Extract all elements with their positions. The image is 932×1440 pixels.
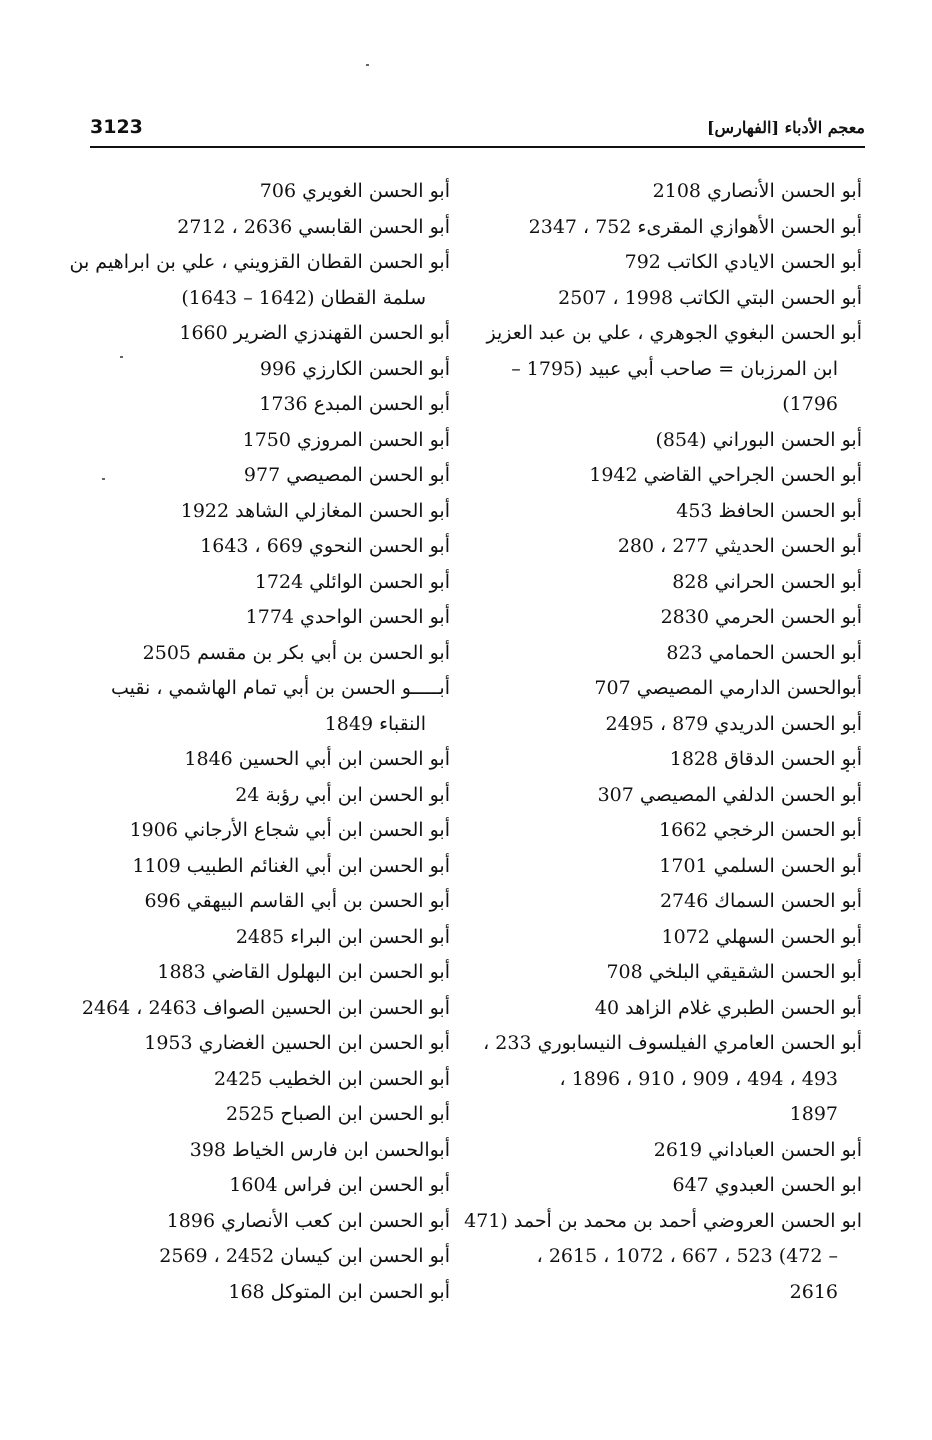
- index-entry-text: أبو الحسن ابن الخطيب 2425: [214, 1067, 450, 1090]
- index-entry: [497, 671, 862, 707]
- index-entry-text: أبو الحسن الأهوازي المقرىء 752 ، 2347: [528, 215, 862, 238]
- index-entry-text: أبو الحسن الرخجي 1662: [658, 819, 862, 841]
- index-entry-text: أبو الحسن المصيصي 977: [243, 464, 450, 486]
- index-entry: [80, 352, 450, 388]
- index-entry-continuation: سلمة القطان (1642 – 1643): [181, 286, 426, 309]
- index-entry: [497, 849, 862, 885]
- index-entry-continuation: النقباء 1849: [324, 712, 426, 735]
- index-entry: [80, 494, 450, 530]
- index-entry-continuation: ابن المرزبان = صاحب أبي عبيد (1795 –: [511, 357, 838, 380]
- index-entry-continuation: – 472) 523 ، 667 ، 1072 ، 2615 ،: [536, 1245, 838, 1267]
- index-entry: [497, 458, 862, 494]
- index-entry-text: أبو الحسن بن أبي بكر بن مقسم 2505: [142, 641, 450, 664]
- index-entry: [497, 529, 862, 565]
- index-entry: [497, 884, 862, 920]
- index-entry-text: أبو الحسن السماك 2746: [659, 890, 862, 912]
- index-entry: [486, 316, 862, 423]
- index-entry-text: أبو الحسن البغوي الجوهري ، علي بن عبد العزيز: [486, 322, 862, 344]
- index-entry-text: أبو الحسن ابن البراء 2485: [235, 925, 450, 948]
- index-entry: [497, 281, 862, 317]
- index-entry-text: أبو الحسن العباداني 2619: [653, 1138, 862, 1161]
- index-entry: [80, 1168, 450, 1204]
- index-entry: [80, 884, 450, 920]
- index-entry: [80, 458, 450, 494]
- index-entry: [80, 1097, 450, 1133]
- index-entry-text: أبو الحسن المغازلي الشاهد 1922: [180, 499, 450, 522]
- index-entry-text: أبو الحسن ابن أبي الحسين 1846: [184, 748, 450, 770]
- index-entry-text: أبو الحسن المروزي 1750: [242, 428, 450, 451]
- index-entry: [497, 955, 862, 991]
- index-entry: [80, 636, 450, 672]
- index-entry-text: أبو الحسن ابن فراس 1604: [229, 1174, 450, 1196]
- index-entry: [497, 245, 862, 281]
- index-entry: [80, 813, 450, 849]
- index-entry: [80, 210, 450, 246]
- index-entry: [80, 1026, 450, 1062]
- page-number: 3123: [90, 116, 143, 138]
- index-entry: [80, 1275, 450, 1311]
- index-entry-text: أبو الحسن الغويري 706: [259, 180, 450, 202]
- index-column-right: [464, 174, 862, 1310]
- index-entry: [80, 529, 450, 565]
- index-entry-text: أبو الحسن الدلفي المصيصي 307: [597, 783, 862, 806]
- index-entry: [497, 494, 862, 530]
- index-entry-text: أبو الحسن الحمامي 823: [666, 641, 862, 664]
- index-entry: [497, 707, 862, 743]
- index-entry-text: أبو الحسن الايادي الكاتب 792: [624, 251, 862, 273]
- index-entry-text: أبو الحسن الدريدي 879 ، 2495: [605, 712, 862, 735]
- index-entry-text: أبوالحسن ابن فارس الخياط 398: [189, 1138, 450, 1161]
- index-entry-text: أبو الحسن ابن الحسين الغضاري 1953: [144, 1032, 450, 1054]
- index-entry-text: أبو الحسن الواحدي 1774: [245, 606, 450, 628]
- index-entry: [483, 1026, 862, 1133]
- index-entry: [497, 991, 862, 1027]
- index-entry-text: أبو الحسن السلمي 1701: [659, 854, 862, 877]
- index-entry-text: أبو الحسن الحرمي 2830: [660, 606, 862, 628]
- index-entry-text: أبو الحسن ابن كعب الأنصاري 1896: [166, 1209, 450, 1232]
- index-entry: [497, 174, 862, 210]
- index-entry-text: أبو الحسن النحوي 669 ، 1643: [200, 535, 450, 557]
- index-entry: [497, 778, 862, 814]
- index-entry-text: أبو الحسن الجراحي القاضي 1942: [589, 464, 862, 486]
- index-entry-text: أبو الحسن ابن الحسين الصواف 2463 ، 2464: [81, 996, 450, 1019]
- index-entry-text: أبو الحسن ابن كيسان 2452 ، 2569: [159, 1245, 450, 1267]
- index-entry-text: ابو الحسن العروضي أحمد بن محمد بن أحمد (471: [464, 1209, 862, 1232]
- index-entry: [497, 920, 862, 956]
- index-entry: [497, 813, 862, 849]
- index-entry: [80, 955, 450, 991]
- index-entry-text: أبو الحسن ابن الصباح 2525: [225, 1103, 450, 1125]
- index-entry-text: أبو الحسن ابن أبي رؤبة 24: [235, 783, 450, 806]
- index-entry: [80, 742, 450, 778]
- index-entry-text: أبو الحسن الدقاق 1828: [669, 748, 862, 770]
- index-entry: [497, 636, 862, 672]
- index-entry-continuation: 1796): [782, 393, 838, 415]
- index-entry: [80, 991, 450, 1027]
- page-header: [90, 112, 865, 148]
- index-entry-continuation: 493 ، 494 ، 909 ، 910 ، 1896 ،: [559, 1067, 838, 1090]
- index-entry: [497, 565, 862, 601]
- index-entry-text: أبو الحسن الحديثي 277 ، 280: [617, 535, 862, 557]
- index-entry: [80, 316, 450, 352]
- index-entry: [80, 1204, 450, 1240]
- index-entry: [80, 600, 450, 636]
- index-entry-text: أبو الحسن القهندزي الضرير 1660: [179, 322, 450, 344]
- index-entry: [464, 1204, 862, 1311]
- index-entry: [69, 245, 450, 316]
- index-entry-text: أبو الحسن بن أبي القاسم البيهقي 696: [144, 890, 450, 912]
- scan-speck: [366, 64, 369, 66]
- index-entry: [80, 671, 450, 742]
- index-entry: [497, 742, 862, 778]
- index-entry-text: أبو الحسن القطان القزويني ، علي بن ابراهيم بن: [69, 251, 450, 273]
- index-entry-continuation: 2616: [789, 1280, 838, 1303]
- index-entry-text: أبو الحسن الحراني 828: [672, 570, 862, 593]
- index-entry: [80, 174, 450, 210]
- index-entry: [80, 423, 450, 459]
- index-entry: [497, 210, 862, 246]
- index-entry-text: أبو الحسن الشقيقي البلخي 708: [606, 961, 862, 983]
- index-entry: [497, 600, 862, 636]
- index-entry-text: أبو الحسن ابن البهلول القاضي 1883: [157, 961, 450, 983]
- index-entry-text: أبو الحسن البوراني (854): [655, 428, 862, 451]
- index-entry-text: ابو الحسن العبدوي 647: [672, 1174, 862, 1196]
- index-entry: [80, 849, 450, 885]
- index-entry: [80, 1062, 450, 1098]
- index-entry-text: أبـــــو الحسن بن أبي تمام الهاشمي ، نقيب: [111, 677, 450, 699]
- index-entry: [80, 1239, 450, 1275]
- index-entry: [80, 920, 450, 956]
- index-entry-text: أبو الحسن الأنصاري 2108: [652, 180, 862, 202]
- book-title: معجم الأدباء [الفهارس]: [706, 118, 865, 137]
- index-entry-text: أبوالحسن الدارمي المصيصي 707: [594, 677, 862, 699]
- index-entry-continuation: 1897: [789, 1103, 838, 1125]
- index-entry-text: أبو الحسن السهلي 1072: [661, 925, 862, 948]
- index-entry: [80, 778, 450, 814]
- index-entry-text: أبو الحسن ابن أبي الغنائم الطبيب 1109: [132, 854, 450, 877]
- index-entry-text: أبو الحسن الحافظ 453: [676, 499, 862, 522]
- index-entry-text: أبو الحسن الكارزي 996: [259, 357, 450, 380]
- index-entry-text: أبو الحسن الوائلي 1724: [254, 570, 450, 593]
- index-entry: [497, 1168, 862, 1204]
- index-entry-text: أبو الحسن ابن المتوكل 168: [228, 1280, 450, 1303]
- index-entry: [80, 387, 450, 423]
- index-entry-text: أبو الحسن ابن أبي شجاع الأرجاني 1906: [129, 819, 450, 841]
- index-entry-text: أبو الحسن البتي الكاتب 1998 ، 2507: [558, 286, 862, 309]
- index-entry: [497, 423, 862, 459]
- index-entry: [497, 1133, 862, 1169]
- index-entry-text: أبو الحسن العامري الفيلسوف النيسابوري 233 ،: [483, 1032, 862, 1054]
- index-entry-text: أبو الحسن القابسي 2636 ، 2712: [177, 215, 450, 238]
- index-entry-text: أبو الحسن المبدع 1736: [259, 393, 450, 415]
- index-entry: [80, 565, 450, 601]
- index-entry-text: أبو الحسن الطبري غلام الزاهد 40: [594, 996, 862, 1019]
- index-entry: [80, 1133, 450, 1169]
- index-column-left: [69, 174, 450, 1310]
